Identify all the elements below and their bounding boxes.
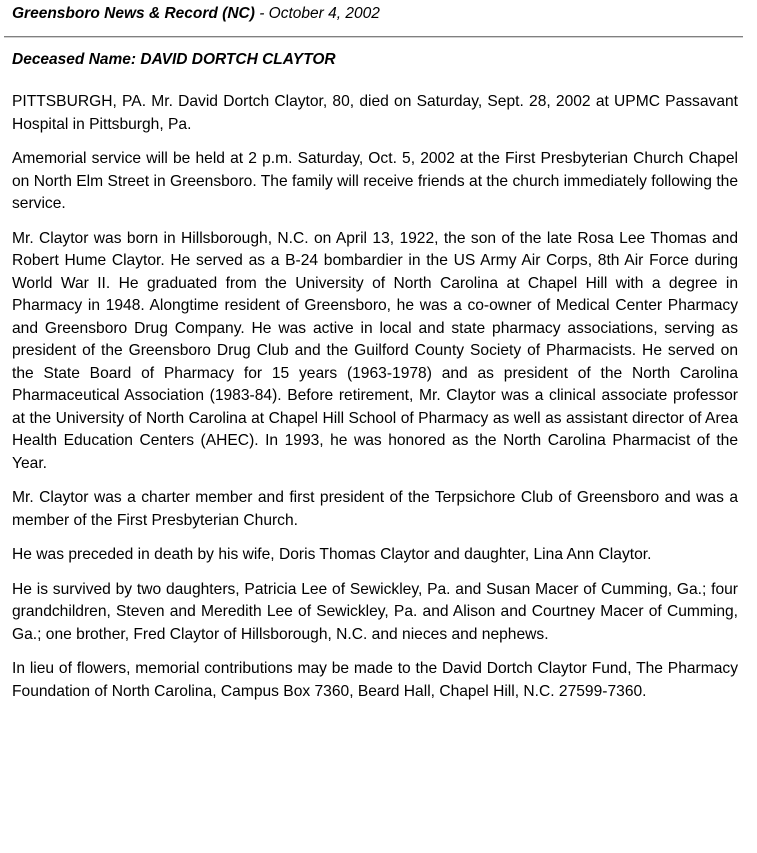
publication-date: October 4, 2002: [268, 5, 380, 22]
publication-header: [12, 5, 380, 23]
paragraph-death-notice: PITTSBURGH, PA. Mr. David Dortch Claytor, 80, died on Saturday, Sept. 28, 2002 at UPMC Passavant Hospital in Pittsburgh, Pa.: [12, 93, 738, 133]
header-divider: [4, 36, 743, 38]
paragraph-memorial-contributions: In lieu of flowers, memorial contributions may be made to the David Dortch Claytor Fund, The Pharmacy Foundation of North Carolina, Campus Box 7360, Beard Hall, Chapel Hill, N.C. 27599-7360.: [12, 660, 738, 700]
paragraph-memorial-service: Amemorial service will be held at 2 p.m. Saturday, Oct. 5, 2002 at the First Presbyterian Church Chapel on North Elm Street in Greensboro. The family will receive friends at the church immediately following the service.: [12, 150, 738, 212]
obituary-body: [12, 91, 738, 715]
paragraph-biography: Mr. Claytor was born in Hillsborough, N.C. on April 13, 1922, the son of the late Rosa Lee Thomas and Robert Hume Claytor. He served as a B-24 bombardier in the US Army Air Corps, 8th Air Force during World War II. He graduated from the University of North Carolina at Chapel Hill with a degree in Pharmacy in 1948. Alongtime resident of Greensboro, he was a co-owner of Medical Center Pharmacy and Greensboro Drug Company. He was active in local and state pharmacy associations, serving as president of the Greensboro Drug Club and the Guilford County Society of Pharmacists. He served on the State Board of Pharmacy for 15 years (1963-1978) and as president of the North Carolina Pharmaceutical Association (1983-84). Before retirement, Mr. Claytor was a clinical associate professor at the University of North Carolina at Chapel Hill School of Pharmacy as well as assistant director of Area Health Education Centers (AHEC). In 1993, he was honored as the North Carolina Pharmacist of the Year.: [12, 229, 738, 472]
deceased-heading: [12, 51, 336, 69]
publication-name: Greensboro News & Record (NC): [12, 5, 255, 22]
paragraph-preceded-in-death: He was preceded in death by his wife, Doris Thomas Claytor and daughter, Lina Ann Claytor.: [12, 546, 652, 563]
paragraph-memberships: Mr. Claytor was a charter member and first president of the Terpsichore Club of Greensboro and was a member of the First Presbyterian Church.: [12, 489, 738, 529]
paragraph-survivors: He is survived by two daughters, Patricia Lee of Sewickley, Pa. and Susan Macer of Cumming, Ga.; four grandchildren, Steven and Meredith Lee of Sewickley, Pa. and Alison and Courtney Macer of Cumming, Ga.; one brother, Fred Claytor of Hillsborough, N.C. and nieces and nephews.: [12, 580, 738, 643]
deceased-name: DAVID DORTCH CLAYTOR: [140, 51, 336, 68]
deceased-label: Deceased Name:: [12, 51, 141, 68]
header-separator: -: [254, 5, 269, 22]
